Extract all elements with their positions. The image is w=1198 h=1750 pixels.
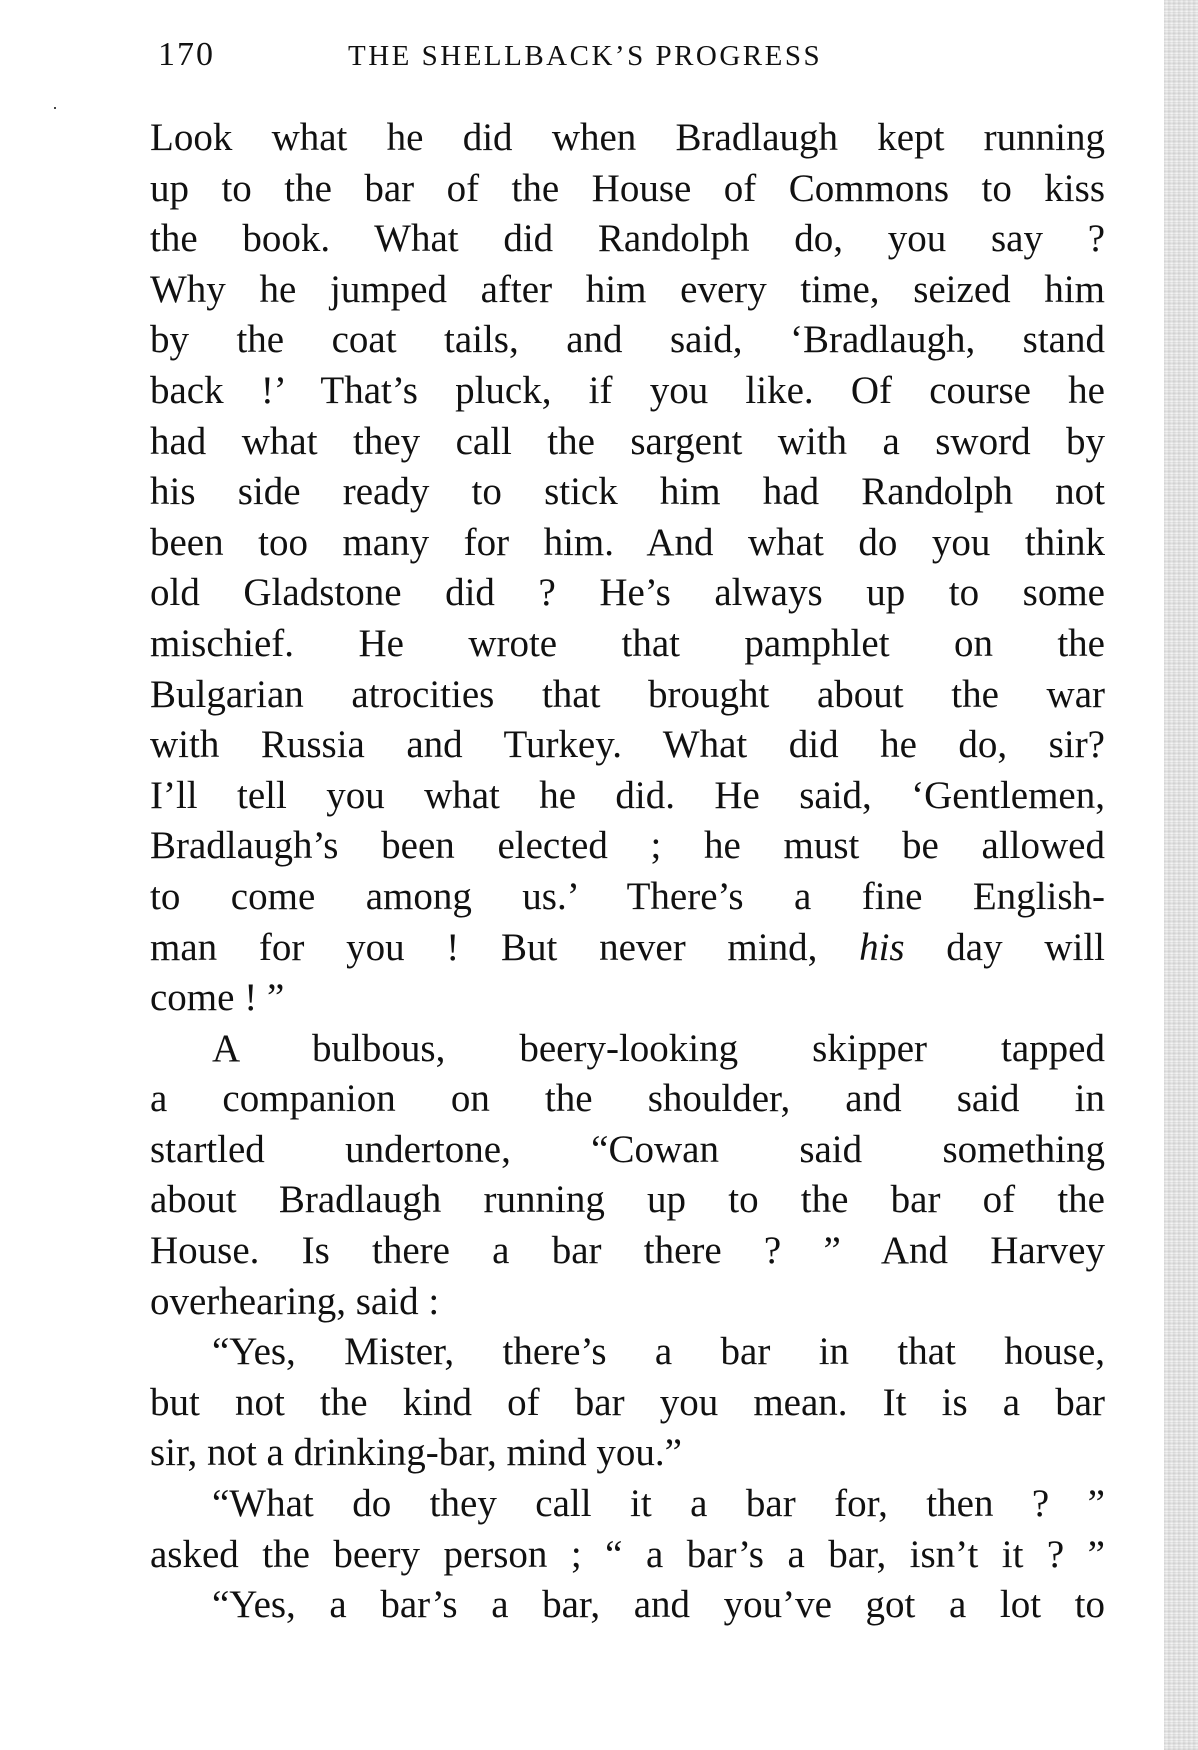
text-line: by the coat tails, and said, ‘Bradlaugh, stand bbox=[150, 318, 1105, 362]
text-line: overhearing, said : bbox=[150, 1279, 440, 1323]
text-line: his side ready to stick him had Randolph not bbox=[150, 470, 1105, 514]
text-line: “Yes, a bar’s a bar, and you’ve got a lot to bbox=[212, 1583, 1105, 1627]
text-line: sir, not a drinking-bar, mind you.” bbox=[150, 1431, 682, 1475]
text-line: to come among us.’ There’s a fine English- bbox=[150, 874, 1105, 918]
margin-speck bbox=[54, 107, 56, 109]
text-line: mischief. He wrote that pamphlet on the bbox=[150, 621, 1105, 665]
italic-emphasis: his bbox=[859, 925, 905, 969]
body-text bbox=[150, 113, 1105, 1631]
text-line: man for you ! But never mind, his day will bbox=[150, 925, 1106, 969]
text-line: asked the beery person ; “ a bar’s a bar, isn’t it ? ” bbox=[150, 1532, 1105, 1576]
text-line: Look what he did when Bradlaugh kept running bbox=[150, 116, 1105, 159]
page-header bbox=[158, 36, 918, 80]
text-line: with Russia and Turkey. What did he do, sir? bbox=[150, 723, 1105, 767]
text-line: Why he jumped after him every time, seized him bbox=[150, 267, 1105, 311]
running-title: THE SHELLBACK’S PROGRESS bbox=[348, 40, 823, 72]
text-line: House. Is there a bar there ? ” And Harvey bbox=[150, 1229, 1105, 1273]
text-line: I’ll tell you what he did. He said, ‘Gentlemen, bbox=[150, 773, 1105, 817]
text-line: up to the bar of the House of Commons to kiss bbox=[150, 166, 1105, 210]
page-number: 170 bbox=[158, 36, 215, 73]
text-line: about Bradlaugh running up to the bar of the bbox=[150, 1178, 1105, 1222]
text-line: but not the kind of bar you mean. It is a bar bbox=[150, 1380, 1105, 1424]
text-line: “What do they call it a bar for, then ? ” bbox=[212, 1482, 1105, 1526]
text-line: A bulbous, beery-looking skipper tapped bbox=[212, 1026, 1105, 1070]
text-line: back !’ That’s pluck, if you like. Of course he bbox=[150, 368, 1105, 412]
text-line: startled undertone, “Cowan said something bbox=[150, 1127, 1105, 1171]
text-line: come ! ” bbox=[150, 976, 285, 1020]
text-line: “Yes, Mister, there’s a bar in that house, bbox=[212, 1330, 1105, 1374]
text-line: old Gladstone did ? He’s always up to some bbox=[150, 571, 1105, 615]
text-line: had what they call the sargent with a sword by bbox=[150, 419, 1105, 463]
text-line: a companion on the shoulder, and said in bbox=[150, 1077, 1105, 1121]
text-line: Bradlaugh’s been elected ; he must be allowed bbox=[150, 824, 1105, 868]
page-gutter-edge bbox=[1164, 0, 1198, 1750]
text-line: the book. What did Randolph do, you say ? bbox=[150, 217, 1105, 261]
text-line: been too many for him. And what do you think bbox=[150, 520, 1105, 564]
text-line: Bulgarian atrocities that brought about the war bbox=[150, 672, 1105, 716]
